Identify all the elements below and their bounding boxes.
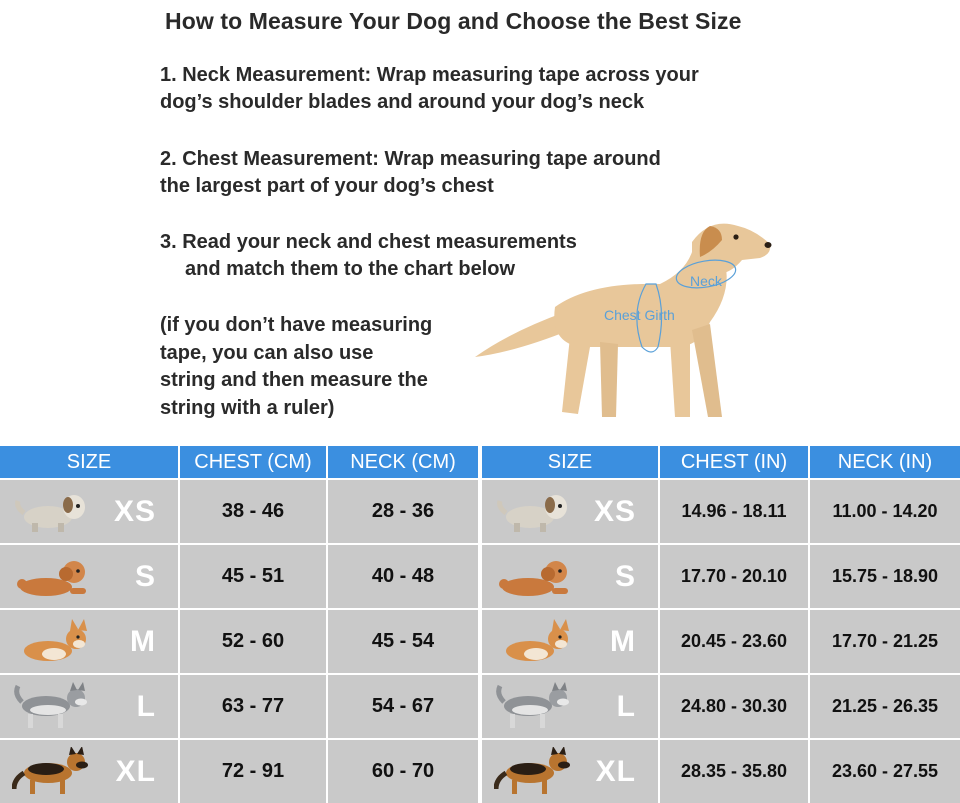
size-cell [0, 478, 180, 543]
size-cell [482, 543, 660, 608]
step-line: dog’s shoulder blades and around your dog’s neck [160, 91, 645, 113]
poodle-icon [12, 552, 94, 602]
chest-value: 20.45 - 23.60 [660, 608, 810, 673]
column-header-neck: NECK (CM) [328, 446, 478, 478]
chest-girth-label: Chest Girth [604, 307, 675, 323]
chest-value: 24.80 - 30.30 [660, 673, 810, 738]
chest-value: 63 - 77 [180, 673, 328, 738]
chest-value: 14.96 - 18.11 [660, 478, 810, 543]
table-row [482, 478, 960, 543]
table-row [0, 673, 478, 738]
german-shepherd-icon [12, 747, 94, 797]
husky-icon [12, 682, 94, 732]
size-label: XL [115, 754, 156, 788]
note-line: string with a ruler) [160, 396, 335, 419]
table-row [482, 608, 960, 673]
dog-measurement-illustration [470, 212, 780, 427]
instruction-step-chest [160, 146, 661, 200]
chest-value: 28.35 - 35.80 [660, 738, 810, 803]
size-chart-inches [482, 446, 960, 803]
table-row [0, 608, 478, 673]
neck-value: 21.25 - 26.35 [810, 673, 960, 738]
shih-tzu-icon [494, 487, 576, 537]
chest-value: 17.70 - 20.10 [660, 543, 810, 608]
size-chart-cm [0, 446, 478, 803]
size-label: XS [593, 494, 636, 528]
size-cell [0, 543, 180, 608]
neck-value: 23.60 - 27.55 [810, 738, 960, 803]
table-row [0, 543, 478, 608]
measuring-tip-note [160, 312, 432, 422]
neck-value: 60 - 70 [328, 738, 478, 803]
column-header-neck: NECK (IN) [810, 446, 960, 478]
neck-value: 40 - 48 [328, 543, 478, 608]
size-cell [482, 673, 660, 738]
size-cell [0, 738, 180, 803]
size-label: S [134, 559, 156, 593]
size-cell [0, 608, 180, 673]
size-cell [482, 478, 660, 543]
size-label: S [614, 559, 636, 593]
column-header-size: SIZE [482, 446, 660, 478]
table-header-row [0, 446, 478, 478]
size-cell [482, 738, 660, 803]
size-label: M [130, 624, 156, 658]
size-cell [0, 673, 180, 738]
neck-value: 54 - 67 [328, 673, 478, 738]
german-shepherd-icon [494, 747, 576, 797]
column-header-chest: CHEST (IN) [660, 446, 810, 478]
size-cell [482, 608, 660, 673]
instruction-step-neck [160, 62, 699, 116]
neck-value: 28 - 36 [328, 478, 478, 543]
neck-value: 11.00 - 14.20 [810, 478, 960, 543]
corgi-icon [494, 617, 576, 667]
step-line: 1. Neck Measurement: Wrap measuring tape across your [160, 64, 699, 86]
note-line: (if you don’t have measuring [160, 314, 433, 336]
table-header-row [482, 446, 960, 478]
step-line: 2. Chest Measurement: Wrap measuring tape around [160, 148, 661, 170]
chest-value: 72 - 91 [180, 738, 328, 803]
step-line: and match them to the chart below [185, 258, 516, 280]
table-row [0, 478, 478, 543]
neck-value: 45 - 54 [328, 608, 478, 673]
husky-icon [494, 682, 576, 732]
page-title: How to Measure Your Dog and Choose the Best Size [165, 8, 742, 34]
note-line: string and then measure the [160, 369, 428, 391]
size-label: L [616, 689, 636, 723]
step-line: 3. Read your neck and chest measurements [160, 231, 577, 253]
neck-value: 17.70 - 21.25 [810, 608, 960, 673]
chest-value: 38 - 46 [180, 478, 328, 543]
table-row [482, 543, 960, 608]
corgi-icon [12, 617, 94, 667]
size-label: XL [595, 754, 636, 788]
neck-label: Neck [690, 273, 722, 289]
table-row [482, 738, 960, 803]
column-header-chest: CHEST (CM) [180, 446, 328, 478]
size-label: XS [113, 494, 156, 528]
note-line: tape, you can also use [160, 341, 374, 364]
step-line: the largest part of your dog’s chest [160, 175, 494, 197]
size-label: M [610, 624, 636, 658]
table-row [0, 738, 478, 803]
size-label: L [136, 689, 156, 723]
chest-value: 45 - 51 [180, 543, 328, 608]
poodle-icon [494, 552, 576, 602]
column-header-size: SIZE [0, 446, 180, 478]
neck-value: 15.75 - 18.90 [810, 543, 960, 608]
table-row [482, 673, 960, 738]
shih-tzu-icon [12, 487, 94, 537]
chest-value: 52 - 60 [180, 608, 328, 673]
